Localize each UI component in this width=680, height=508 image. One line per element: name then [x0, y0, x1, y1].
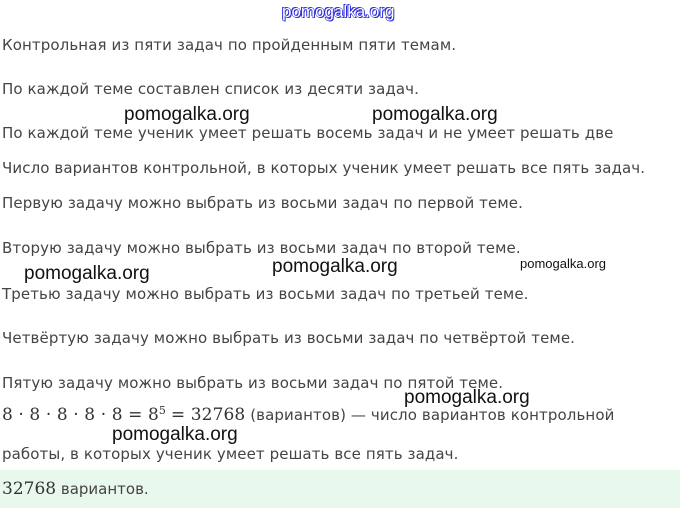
watermark-6[interactable]: pomogalka.org [404, 387, 530, 408]
answer-number: 32768 [2, 479, 57, 499]
formula-result: = 32768 [170, 405, 246, 425]
problem-line-1: Контрольная из пяти задач по пройденным пяти темам. [2, 36, 457, 54]
problem-line-2: По каждой теме составлен список из десяти задач. [2, 80, 419, 98]
formula-tail: (вариантов) — число вариантов контрольной [250, 406, 615, 424]
formula-expression: 8 · 8 · 8 · 8 · 8 = 8 [2, 405, 159, 425]
solution-line-1: Первую задачу можно выбрать из восьми задач по первой теме. [2, 194, 523, 212]
solution-line-3: Третью задачу можно выбрать из восьми задач по третьей теме. [2, 285, 529, 303]
problem-line-3: По каждой теме ученик умеет решать восемь задач и не умеет решать две [2, 124, 614, 142]
formula-continuation: работы, в которых ученик умеет решать все пять задач. [2, 445, 459, 463]
problem-line-4: Число вариантов контрольной, в которых ученик умеет решать все пять задач. [2, 159, 646, 177]
watermark-1[interactable]: pomogalka.org [124, 104, 250, 125]
solution-line-5: Пятую задачу можно выбрать из восьми задач по пятой теме. [2, 374, 504, 392]
watermark-5[interactable]: pomogalka.org [520, 256, 606, 271]
answer-text [2, 479, 149, 499]
answer-unit: вариантов. [60, 480, 149, 498]
watermark-3[interactable]: pomogalka.org [24, 263, 150, 284]
solution-line-4: Четвёртую задачу можно выбрать из восьми задач по четвёртой теме. [2, 329, 576, 347]
watermark-top[interactable]: pomogalka.org [282, 2, 395, 21]
solution-line-2: Вторую задачу можно выбрать из восьми задач по второй теме. [2, 239, 521, 257]
answer-box [0, 470, 680, 508]
formula-exponent: 5 [158, 404, 167, 417]
watermark-2[interactable]: pomogalka.org [372, 104, 498, 125]
watermark-4[interactable]: pomogalka.org [272, 256, 398, 277]
watermark-7[interactable]: pomogalka.org [112, 424, 238, 445]
